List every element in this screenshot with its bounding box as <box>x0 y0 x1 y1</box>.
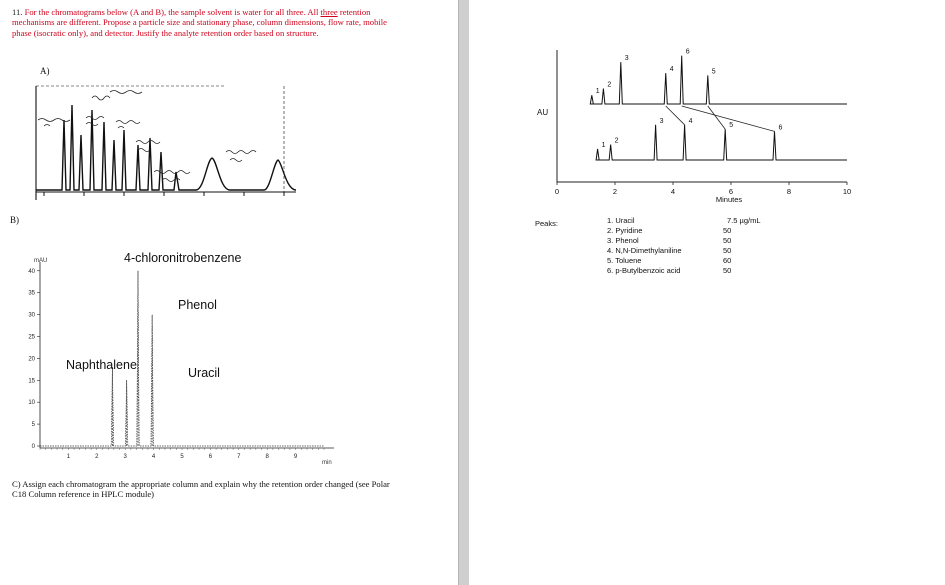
part-b-label: B) <box>10 215 19 225</box>
chart-b-y-tick-label: 30 <box>28 312 35 319</box>
question-number: 11. <box>12 7 23 17</box>
chart-b-x-tick-label: 5 <box>180 454 184 460</box>
chart-b-x-tick-label: 8 <box>265 454 269 460</box>
chart-r-x-tick-label: 4 <box>670 187 676 196</box>
chart-r-peak-number: 4 <box>688 117 693 125</box>
chart-r-peak-number: 1 <box>601 142 606 149</box>
part-a-label: A) <box>40 66 50 76</box>
chart-r-peak-number: 6 <box>685 48 690 56</box>
chromatogram-a-image <box>24 80 304 210</box>
chart-b-x-tick-label: 2 <box>95 454 99 460</box>
chart-r-x-tick-label: 6 <box>728 187 734 196</box>
peak-entry-2: 2. Pyridine <box>607 226 643 235</box>
chart-r-peak-number: 6 <box>778 124 783 132</box>
chart-b-y-tick-label: 35 <box>28 290 35 297</box>
document-page-left <box>0 0 458 585</box>
peak-conc-3: 50 <box>723 236 732 245</box>
chart-r-x-tick-label: 10 <box>842 187 852 196</box>
chart-b-y-tick-label: 25 <box>28 334 35 341</box>
peak-conc-5: 60 <box>723 256 732 265</box>
chromatogram-b-x-unit: min <box>322 460 332 466</box>
document-page-right <box>469 0 945 585</box>
chart-b-x-tick-label: 6 <box>208 454 213 460</box>
chromatogram-b-y-unit: mAU <box>34 258 48 264</box>
peak-label-4-chloronitrobenzene: 4-chloronitrobenzene <box>124 250 242 265</box>
peak-entry-1: 1. Uracil <box>607 216 635 225</box>
peaks-title: Peaks: <box>535 219 558 228</box>
chart-r-peak-number: 5 <box>711 68 716 76</box>
chart-r-peak-shift-line <box>682 106 775 131</box>
part-c-text: C) Assign each chromatogram the appropriate column and explain why the retention order changed (see Polar C18 Column reference in HPLC module) <box>12 479 390 500</box>
chart-b-x-tick-label: 1 <box>66 454 71 460</box>
peak-conc-1: 7.5 µg/mL <box>727 216 761 225</box>
chromatogram-right-x-label: Minutes <box>715 195 743 204</box>
chart-b-x-tick-label: 9 <box>293 454 298 460</box>
chart-b-x-tick-label: 3 <box>123 454 127 460</box>
question-text <box>12 7 402 38</box>
chart-b-x-tick-label: 4 <box>151 454 156 460</box>
chart-r-x-tick-label: 2 <box>612 187 618 196</box>
peak-entry-4: 4. N,N-Dimethylaniline <box>607 246 682 255</box>
chromatogram-a-trace <box>36 105 296 190</box>
peak-conc-6: 50 <box>723 266 732 275</box>
peak-label-uracil: Uracil <box>188 365 220 380</box>
chart-r-x-tick-label: 0 <box>554 187 560 196</box>
chart-r-peak-shift-line <box>666 106 685 125</box>
peak-conc-2: 50 <box>723 226 732 235</box>
chart-b-x-tick-label: 7 <box>237 454 241 460</box>
chart-b-y-tick-label: 10 <box>28 400 35 407</box>
chart-r-trace-2 <box>596 125 847 160</box>
peak-conc-4: 50 <box>723 246 732 255</box>
chart-r-peak-number: 2 <box>607 81 612 89</box>
question-body: For the chromatograms below (A and B), the sample solvent is water for all three. All <box>24 7 321 17</box>
peak-label-naphthalene: Naphthalene <box>66 357 137 372</box>
chart-b-y-tick-label: 40 <box>28 268 35 275</box>
peak-label-phenol: Phenol <box>178 297 217 312</box>
chromatogram-right-y-label: AU <box>537 108 549 117</box>
chart-r-peak-number: 2 <box>614 137 619 145</box>
peak-entry-3: 3. Phenol <box>607 236 639 245</box>
chromatogram-right <box>529 42 939 280</box>
chart-b-y-tick-label: 20 <box>28 356 35 363</box>
chart-b-y-tick-label: 0 <box>31 444 35 450</box>
peak-entry-5: 5. Toluene <box>607 256 642 265</box>
chart-r-trace-1 <box>590 56 847 104</box>
question-underlined: three <box>320 7 338 17</box>
chart-r-peak-number: 1 <box>595 88 600 96</box>
chart-b-y-tick-label: 15 <box>28 378 35 385</box>
chromatogram-b <box>24 250 344 470</box>
chart-r-peak-number: 4 <box>669 66 674 74</box>
question-body-2: retention mechanisms are different. Propose a particle size and stationary phase, column dimensions, flow rate, mobile phase (isocratic only), and detector. Justify the analyte retention order based on structure. <box>12 7 387 38</box>
chart-r-peak-number: 5 <box>729 122 734 130</box>
chart-r-peak-number: 3 <box>659 117 664 125</box>
peak-entry-6: 6. p-Butylbenzoic acid <box>607 266 681 275</box>
chart-b-y-tick-label: 5 <box>31 422 35 429</box>
chart-r-peak-number: 3 <box>624 55 629 63</box>
chart-r-x-tick-label: 8 <box>786 187 792 196</box>
